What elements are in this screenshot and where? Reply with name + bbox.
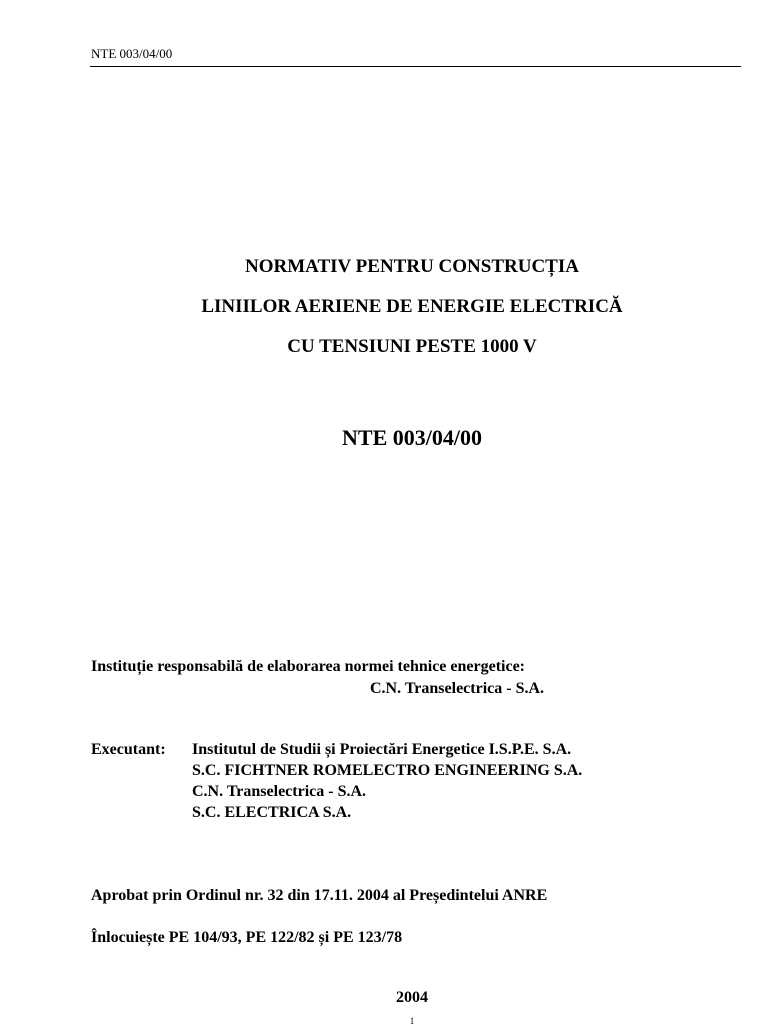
executant-label: Executant: xyxy=(91,741,166,758)
responsible-value: C.N. Transelectrica - S.A. xyxy=(370,680,545,697)
page-number: 1 xyxy=(409,1016,415,1026)
responsible-label: Instituție responsabilă de elaborarea normei tehnice energetice: xyxy=(91,658,525,675)
title-line-3: CU TENSIUNI PESTE 1000 V xyxy=(287,336,537,357)
executant-entity: S.C. FICHTNER ROMELECTRO ENGINEERING S.A. xyxy=(192,762,583,779)
publication-year: 2004 xyxy=(396,989,428,1006)
approval-statement: Aprobat prin Ordinul nr. 32 din 17.11. 2004 al Președintelui ANRE xyxy=(91,887,548,904)
document-code: NTE 003/04/00 xyxy=(342,425,482,450)
header-doc-code: NTE 003/04/00 xyxy=(91,46,173,61)
document-title xyxy=(0,257,768,377)
title-line-1: NORMATIV PENTRU CONSTRUCȚIA xyxy=(245,256,579,277)
executant-entity: C.N. Transelectrica - S.A. xyxy=(192,783,367,800)
executant-entity: S.C. ELECTRICA S.A. xyxy=(192,804,352,821)
executant-entity: Institutul de Studii și Proiectări Energetice I.S.P.E. S.A. xyxy=(192,741,572,758)
header-rule xyxy=(90,66,741,67)
replaces-statement: Înlocuiește PE 104/93, PE 122/82 și PE 123/78 xyxy=(91,929,403,946)
title-line-2: LINIILOR AERIENE DE ENERGIE ELECTRICĂ xyxy=(201,296,623,317)
